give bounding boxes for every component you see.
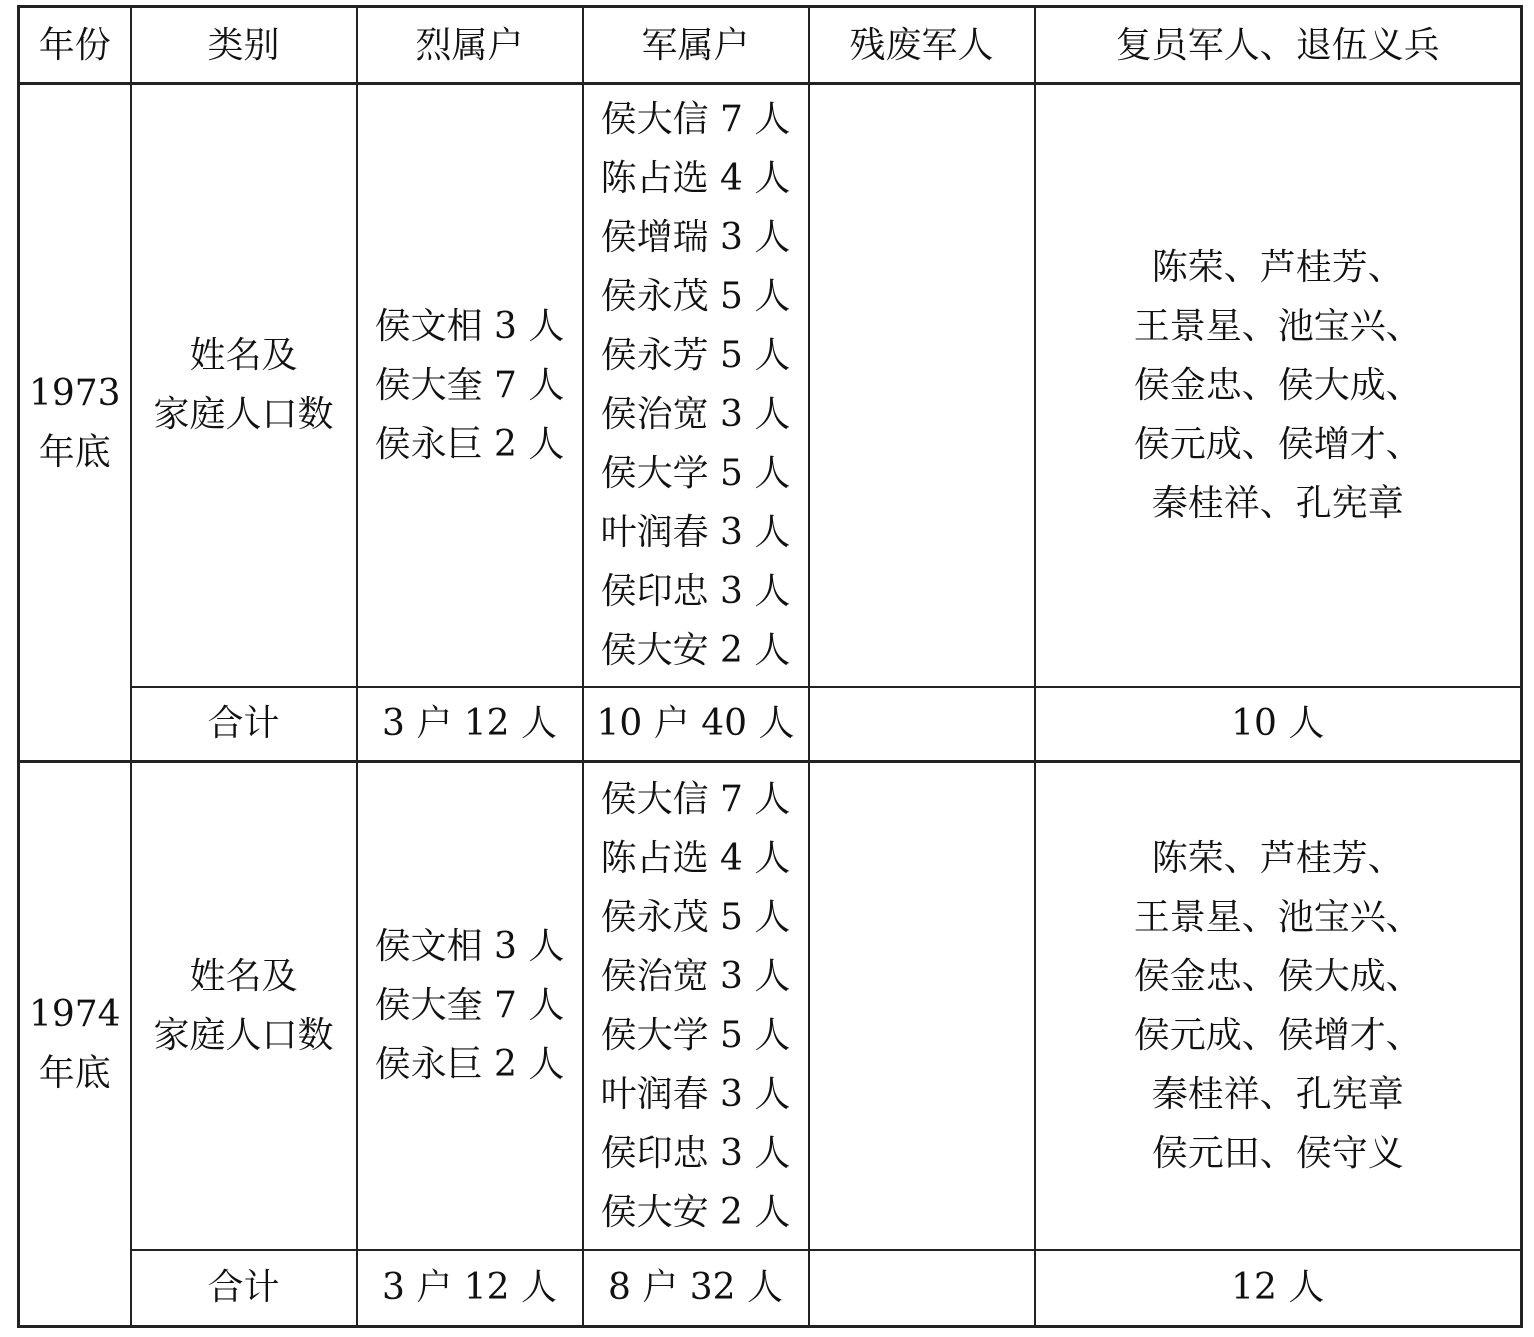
year-cell-1973 xyxy=(19,84,131,762)
military-families-cell xyxy=(583,84,809,687)
list-item: 陈荣、芦桂芳、 xyxy=(1151,837,1404,879)
list-item: 侯治宽 3 人 xyxy=(600,955,791,997)
year-number: 1973 xyxy=(28,372,121,414)
list-item: 秦桂祥、孔宪章 xyxy=(1151,482,1404,524)
list-item: 侯元田、侯守义 xyxy=(1151,1132,1404,1174)
category-line: 姓名及 xyxy=(189,335,298,377)
list-item: 侯永芳 5 人 xyxy=(600,335,791,377)
header-veterans: 复员军人、退伍义兵 xyxy=(1035,7,1522,84)
list-item: 秦桂祥、孔宪章 xyxy=(1151,1073,1404,1115)
list-item: 侯元成、侯增才、 xyxy=(1133,423,1422,465)
list-item: 侯金忠、侯大成、 xyxy=(1133,364,1422,406)
list-item: 侯文相 3 人 xyxy=(374,926,565,968)
total-label: 合计 xyxy=(131,687,357,762)
list-item: 侯永茂 5 人 xyxy=(600,896,791,938)
list-item: 侯印忠 3 人 xyxy=(600,1132,791,1174)
list-item: 王景星、池宝兴、 xyxy=(1133,896,1422,938)
list-item: 侯大学 5 人 xyxy=(600,453,791,495)
list-item: 侯大学 5 人 xyxy=(600,1014,791,1056)
category-line: 家庭人口数 xyxy=(153,394,334,436)
disabled-soldiers-cell xyxy=(809,84,1035,687)
total-veterans: 12 人 xyxy=(1035,1250,1522,1327)
header-martyr-families: 烈属户 xyxy=(357,7,583,84)
list-item: 侯大奎 7 人 xyxy=(374,364,565,406)
list-item: 侯永巨 2 人 xyxy=(374,1044,565,1086)
family-roster-table xyxy=(17,5,1523,1328)
list-item: 侯文相 3 人 xyxy=(374,305,565,347)
row-1974-names xyxy=(19,762,1522,1250)
veterans-cell xyxy=(1035,84,1522,687)
military-families-cell xyxy=(583,762,809,1250)
list-item: 侯大信 7 人 xyxy=(600,99,791,141)
total-military: 8 户 32 人 xyxy=(583,1250,809,1327)
list-item: 侯印忠 3 人 xyxy=(600,571,791,613)
disabled-soldiers-cell xyxy=(809,762,1035,1250)
list-item: 叶润春 3 人 xyxy=(600,1073,791,1115)
header-military-families: 军属户 xyxy=(583,7,809,84)
total-martyr: 3 户 12 人 xyxy=(357,1250,583,1327)
category-cell xyxy=(131,762,357,1250)
total-veterans: 10 人 xyxy=(1035,687,1522,762)
list-item: 侯大信 7 人 xyxy=(600,778,791,820)
veterans-cell xyxy=(1035,762,1522,1250)
list-item: 陈占选 4 人 xyxy=(600,837,791,879)
list-item: 侯元成、侯增才、 xyxy=(1133,1014,1422,1056)
header-year: 年份 xyxy=(19,7,131,84)
list-item: 侯永巨 2 人 xyxy=(374,423,565,465)
total-disabled xyxy=(809,687,1035,762)
list-item: 侯增瑞 3 人 xyxy=(600,217,791,259)
header-disabled-soldiers: 残废军人 xyxy=(809,7,1035,84)
list-item: 叶润春 3 人 xyxy=(600,512,791,554)
martyr-families-cell xyxy=(357,84,583,687)
total-disabled xyxy=(809,1250,1035,1327)
list-item: 侯大奎 7 人 xyxy=(374,985,565,1027)
header-row xyxy=(19,7,1522,84)
list-item: 侯永茂 5 人 xyxy=(600,276,791,318)
total-martyr: 3 户 12 人 xyxy=(357,687,583,762)
header-category: 类别 xyxy=(131,7,357,84)
category-cell xyxy=(131,84,357,687)
list-item: 侯大安 2 人 xyxy=(600,1191,791,1233)
list-item: 侯大安 2 人 xyxy=(600,630,791,672)
martyr-families-cell xyxy=(357,762,583,1250)
list-item: 侯金忠、侯大成、 xyxy=(1133,955,1422,997)
list-item: 侯治宽 3 人 xyxy=(600,394,791,436)
total-label: 合计 xyxy=(131,1250,357,1327)
year-suffix: 年底 xyxy=(38,1053,111,1094)
list-item: 陈荣、芦桂芳、 xyxy=(1151,246,1404,288)
row-1973-total xyxy=(19,687,1522,762)
total-military: 10 户 40 人 xyxy=(583,687,809,762)
year-number: 1974 xyxy=(28,994,121,1035)
year-cell-1974 xyxy=(19,762,131,1327)
row-1974-total xyxy=(19,1250,1522,1327)
row-1973-names xyxy=(19,84,1522,687)
list-item: 王景星、池宝兴、 xyxy=(1133,305,1422,347)
year-suffix: 年底 xyxy=(38,431,111,473)
list-item: 陈占选 4 人 xyxy=(600,158,791,200)
category-line: 家庭人口数 xyxy=(153,1014,334,1056)
category-line: 姓名及 xyxy=(189,955,298,997)
